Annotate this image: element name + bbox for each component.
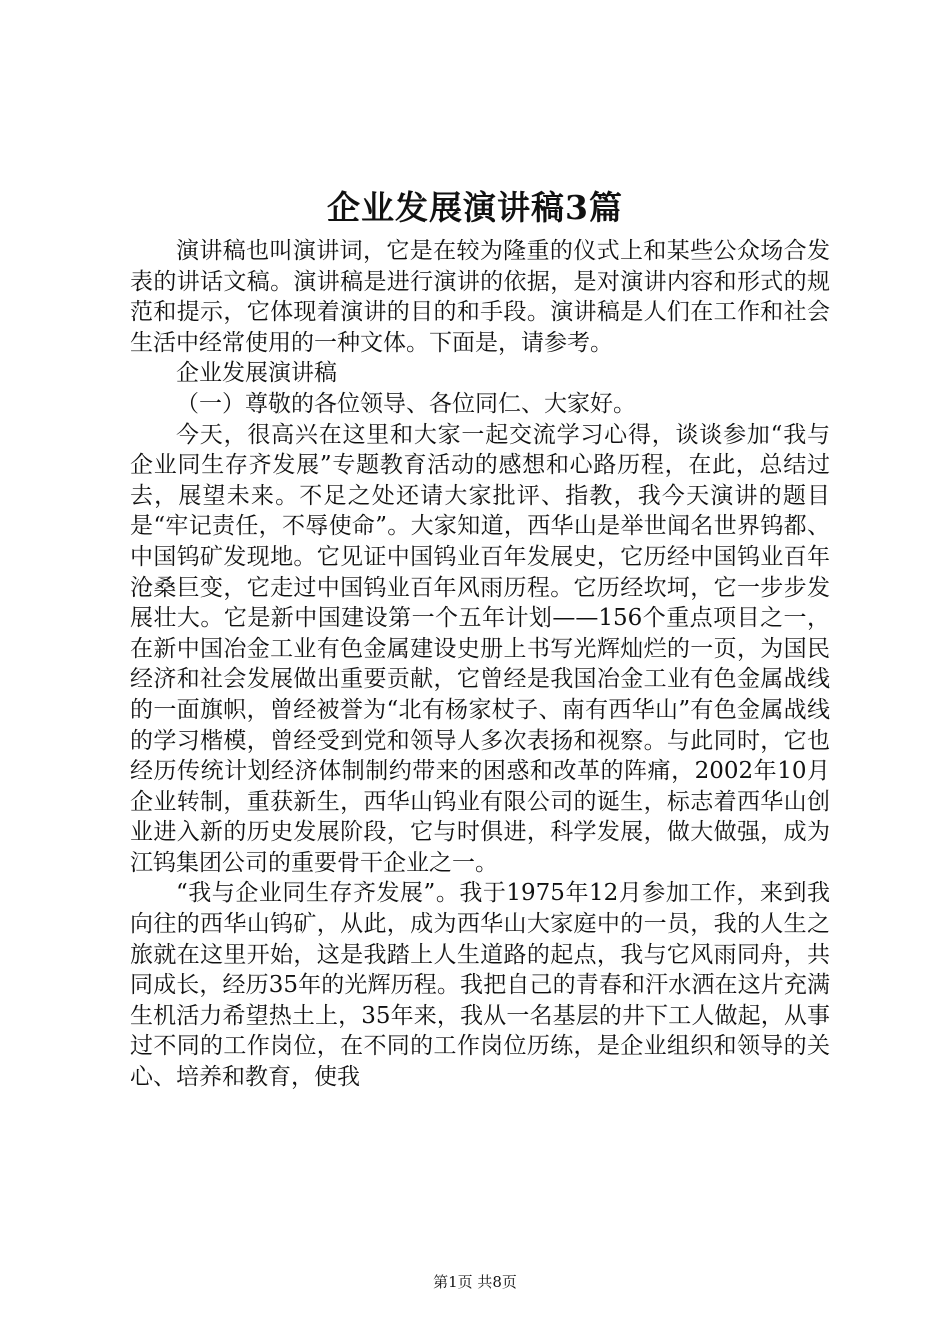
- body-paragraph: 今天，很高兴在这里和大家一起交流学习心得，谈谈参加“我与企业同生存齐发展”专题教育活动的感想和心路历程，在此，总结过去，展望未来。不足之处还请大家批评、指教，我今天演讲的题目是“牢记责任，不辱使命”。大家知道，西华山是举世闻名世界钨都、中国钨矿发现地。它见证中国钨业百年发展史，它历经中国钨业百年沧桑巨变，它走过中国钨业百年风雨历程。它历经坎坷，它一步步发展壮大。它是新中国建设第一个五年计划——156个重点项目之一，在新中国冶金工业有色金属建设史册上书写光辉灿烂的一页，为国民经济和社会发展做出重要贡献，它曾经是我国冶金工业有色金属战线的一面旗帜，曾经被誉为“北有杨家杖子、南有西华山”有色金属战线的学习楷模，曾经受到党和领导人多次表扬和视察。与此同时，它也经历传统计划经济体制制约带来的困惑和改革的阵痛，2002年10月企业转制，重获新生，西华山钨业有限公司的诞生，标志着西华山创业进入新的历史发展阶段，它与时俱进，科学发展，做大做强，成为江钨集团公司的重要骨干企业之一。: [130, 421, 830, 876]
- body-paragraph: “我与企业同生存齐发展”。我于1975年12月参加工作，来到我向往的西华山钨矿，从此，成为西华山大家庭中的一员，我的人生之旅就在这里开始，这是我踏上人生道路的起点，我与它风雨同舟，共同成长，经历35年的光辉历程。我把自己的青春和汗水洒在这片充满生机活力希望热土上，35年来，我从一名基层的井下工人做起，从事过不同的工作岗位，在不同的工作岗位历练，是企业组织和领导的关心、培养和教育，使我: [130, 880, 830, 1091]
- section-heading: 企业发展演讲稿: [176, 360, 337, 387]
- document-body: [130, 236, 830, 1093]
- intro-paragraph: 演讲稿也叫演讲词，它是在较为隆重的仪式上和某些公众场合发表的讲话文稿。演讲稿是进行演讲的依据，是对演讲内容和形式的规范和提示，它体现着演讲的目的和手段。演讲稿是人们在工作和社会生活中经常使用的一种文体。下面是，请参考。: [130, 238, 830, 356]
- document-title: 企业发展演讲稿3篇: [327, 188, 623, 227]
- page-footer: 第1页 共8页: [433, 1273, 517, 1291]
- greeting-paragraph: （一）尊敬的各位领导、各位同仁、大家好。: [176, 390, 636, 417]
